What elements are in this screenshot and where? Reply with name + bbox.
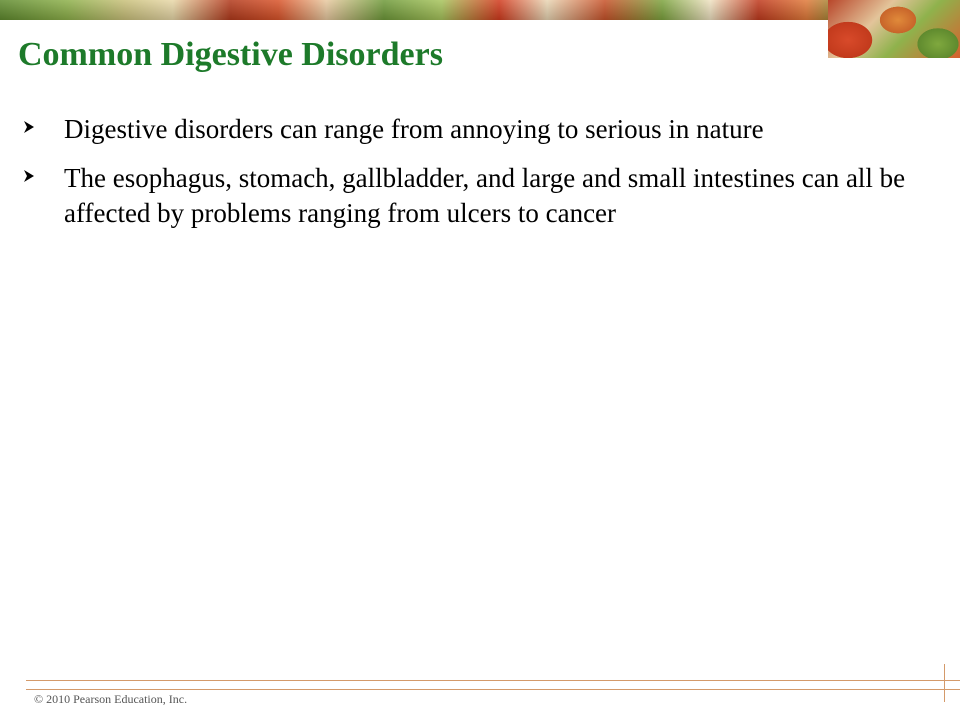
header-strip-shade xyxy=(0,0,960,20)
header-food-photo-strip xyxy=(0,0,960,20)
bullet-list xyxy=(20,112,920,245)
slide-title: Common Digestive Disorders xyxy=(18,36,443,73)
bullet-text: Digestive disorders can range from annoying to serious in nature xyxy=(64,114,764,144)
arrowhead-bullet-icon xyxy=(20,161,64,231)
footer-crosshair-line xyxy=(944,664,945,702)
footer-rule-bottom xyxy=(26,689,960,690)
footer-rule-top xyxy=(26,680,960,681)
bullet-item xyxy=(20,112,920,147)
bullet-text: The esophagus, stomach, gallbladder, and large and small intestines can all be affected by problems ranging from ulcers to cancer xyxy=(64,163,906,228)
arrowhead-bullet-icon xyxy=(20,112,64,147)
bullet-item xyxy=(20,161,920,231)
copyright-notice: © 2010 Pearson Education, Inc. xyxy=(34,692,188,706)
corner-food-photo xyxy=(828,0,960,58)
